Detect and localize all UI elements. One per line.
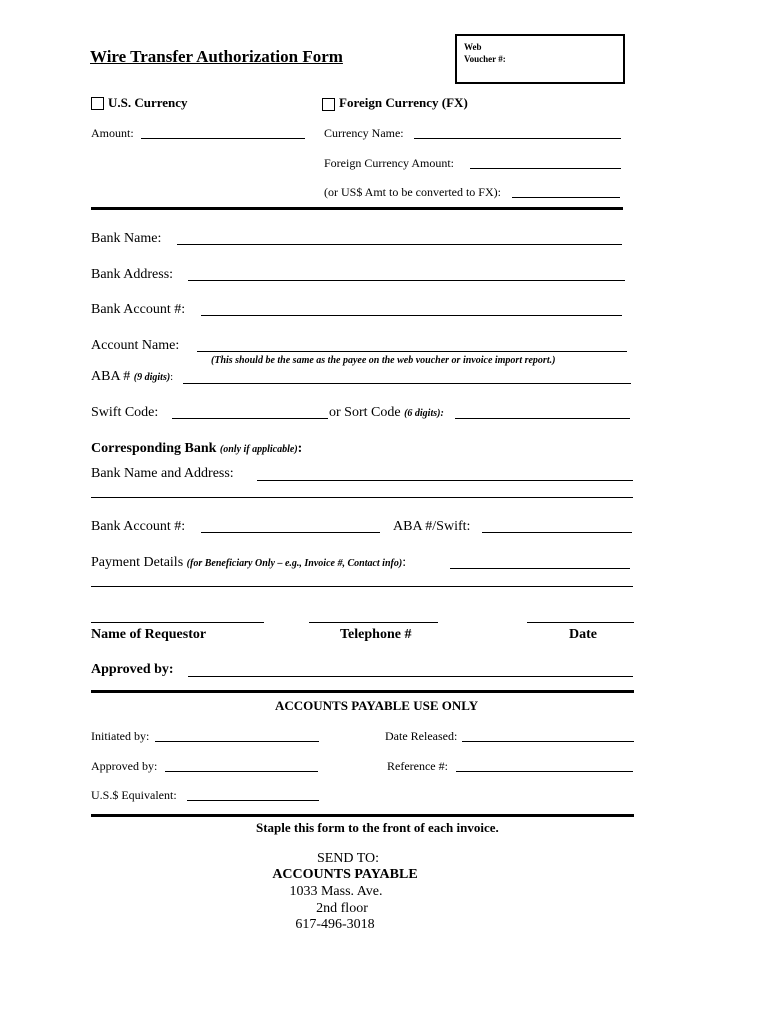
voucher-label-web: Web (464, 42, 482, 52)
usd-to-fx-field[interactable] (512, 197, 620, 198)
corr-account-field[interactable] (201, 532, 380, 533)
amount-label: Amount: (91, 126, 134, 140)
section-divider (91, 207, 623, 210)
date-line[interactable] (527, 622, 634, 623)
corr-name-address-field-2[interactable] (91, 497, 633, 498)
corresponding-bank-heading (91, 441, 302, 457)
payment-details-label (91, 555, 406, 571)
send-to-label: SEND TO: (316, 851, 380, 866)
telephone-label: Telephone # (340, 627, 412, 642)
bank-name-label: Bank Name: (91, 231, 162, 246)
payment-details-field[interactable] (450, 568, 630, 569)
aba-field[interactable] (183, 383, 631, 384)
currency-name-field[interactable] (414, 138, 621, 139)
approved-by-label: Approved by: (91, 662, 174, 677)
corr-name-address-label: Bank Name and Address: (91, 466, 234, 481)
sort-digits-note: (6 digits): (404, 408, 444, 419)
bank-account-field[interactable] (201, 315, 622, 316)
us-currency-label: U.S. Currency (108, 95, 188, 110)
sort-code-label (329, 405, 444, 421)
aba-digits-note: (9 digits) (133, 372, 171, 383)
ap-heading: ACCOUNTS PAYABLE USE ONLY (275, 698, 479, 713)
sort-code-field[interactable] (455, 418, 630, 419)
corr-aba-swift-field[interactable] (482, 532, 632, 533)
payment-details-colon: : (402, 555, 407, 570)
web-voucher-box[interactable] (455, 34, 625, 84)
form-title: Wire Transfer Authorization Form (90, 47, 343, 66)
staple-instruction: Staple this form to the front of each invoice. (256, 820, 499, 835)
ap-divider-top (91, 690, 634, 693)
amount-field[interactable] (141, 138, 305, 139)
ap-approved-by-field[interactable] (165, 771, 318, 772)
bank-address-label: Bank Address: (91, 267, 174, 282)
bank-name-field[interactable] (177, 244, 622, 245)
requestor-label: Name of Requestor (91, 627, 207, 642)
account-name-label: Account Name: (91, 338, 180, 353)
foreign-amount-field[interactable] (470, 168, 621, 169)
ap-approved-by-label: Approved by: (91, 759, 158, 773)
voucher-label: Voucher #: (464, 54, 506, 64)
swift-code-field[interactable] (172, 418, 328, 419)
approved-by-field[interactable] (188, 676, 633, 677)
date-label: Date (569, 627, 597, 642)
reference-field[interactable] (456, 771, 633, 772)
us-equivalent-label: U.S.$ Equivalent: (91, 788, 177, 802)
corr-aba-swift-label: ABA #/Swift: (393, 519, 471, 534)
initiated-by-field[interactable] (155, 741, 319, 742)
telephone-line[interactable] (309, 622, 438, 623)
requestor-line[interactable] (91, 622, 264, 623)
fx-currency-label: Foreign Currency (FX) (339, 95, 468, 110)
bank-address-field[interactable] (188, 280, 625, 281)
corresponding-bank-title: Corresponding Bank (91, 441, 217, 456)
currency-name-label: Currency Name: (324, 126, 404, 140)
account-name-field[interactable] (197, 351, 627, 352)
address-line-2: 2nd floor (316, 901, 368, 916)
aba-label-text: ABA # (91, 369, 131, 384)
corr-account-label: Bank Account #: (91, 519, 186, 534)
address-line-1: 1033 Mass. Ave. (289, 884, 383, 899)
payment-details-note: (for Beneficiary Only – e.g., Invoice #, Contact info) (186, 558, 403, 569)
foreign-amount-label: Foreign Currency Amount: (324, 156, 454, 170)
us-currency-checkbox[interactable] (91, 97, 104, 110)
ap-divider-bottom (91, 814, 634, 817)
phone-number: 617-496-3018 (295, 917, 375, 932)
ap-department: ACCOUNTS PAYABLE (272, 867, 418, 882)
corr-name-address-field[interactable] (257, 480, 633, 481)
corresponding-bank-colon: : (297, 441, 303, 456)
swift-code-label: Swift Code: (91, 405, 159, 420)
usd-to-fx-label: (or US$ Amt to be converted to FX): (324, 185, 501, 199)
payment-details-field-2[interactable] (91, 586, 633, 587)
bank-account-label: Bank Account #: (91, 302, 186, 317)
date-released-label: Date Released: (385, 729, 458, 743)
us-equivalent-field[interactable] (187, 800, 319, 801)
date-released-field[interactable] (462, 741, 634, 742)
reference-label: Reference #: (387, 759, 448, 773)
corresponding-bank-note: (only if applicable) (219, 444, 298, 455)
aba-colon: : (170, 372, 173, 383)
aba-label (91, 369, 173, 385)
initiated-by-label: Initiated by: (91, 729, 150, 743)
payment-details-text: Payment Details (91, 555, 184, 570)
account-name-note: (This should be the same as the payee on the web voucher or invoice import report.) (211, 355, 556, 366)
sort-code-text: or Sort Code (329, 405, 401, 420)
fx-currency-checkbox[interactable] (322, 98, 335, 111)
